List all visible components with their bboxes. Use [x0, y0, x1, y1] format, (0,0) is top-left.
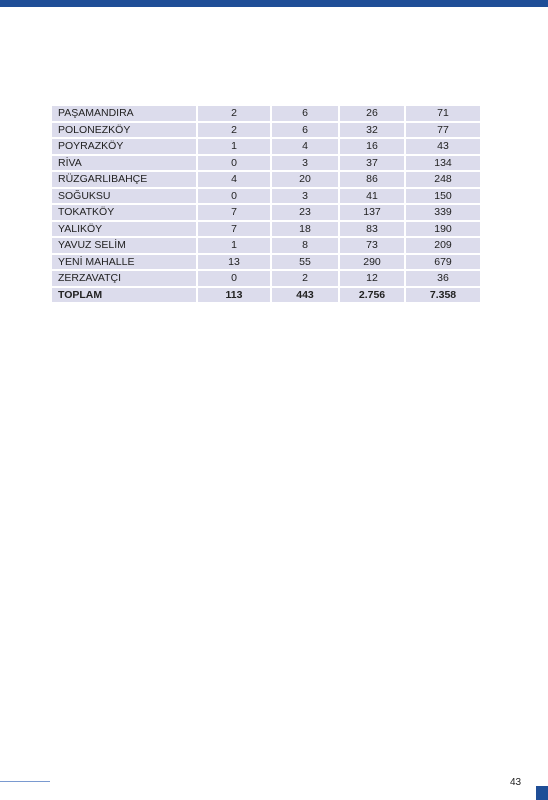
value-cell: 32	[339, 122, 405, 139]
value-cell: 2	[197, 106, 271, 122]
district-statistics-table	[52, 106, 480, 304]
value-cell: 36	[405, 270, 480, 287]
district-name-cell: YENİ MAHALLE	[52, 254, 197, 271]
value-cell: 4	[197, 171, 271, 188]
value-cell: 290	[339, 254, 405, 271]
value-cell: 86	[339, 171, 405, 188]
value-cell: 134	[405, 155, 480, 172]
top-accent-bar	[0, 0, 548, 7]
value-cell: 71	[405, 106, 480, 122]
value-cell: 4	[271, 138, 339, 155]
table-row	[52, 155, 480, 172]
value-cell: 73	[339, 237, 405, 254]
total-value-cell: 2.756	[339, 287, 405, 304]
value-cell: 6	[271, 122, 339, 139]
table-row	[52, 221, 480, 238]
district-name-cell: SOĞUKSU	[52, 188, 197, 205]
table-row	[52, 188, 480, 205]
value-cell: 20	[271, 171, 339, 188]
corner-accent-square	[536, 786, 548, 800]
table-row	[52, 237, 480, 254]
district-name-cell: RİVA	[52, 155, 197, 172]
value-cell: 83	[339, 221, 405, 238]
value-cell: 190	[405, 221, 480, 238]
value-cell: 77	[405, 122, 480, 139]
value-cell: 8	[271, 237, 339, 254]
value-cell: 7	[197, 204, 271, 221]
table-row	[52, 204, 480, 221]
value-cell: 3	[271, 188, 339, 205]
district-name-cell: ZERZAVATÇI	[52, 270, 197, 287]
table-body	[52, 106, 480, 303]
total-value-cell: 113	[197, 287, 271, 304]
value-cell: 679	[405, 254, 480, 271]
value-cell: 248	[405, 171, 480, 188]
value-cell: 23	[271, 204, 339, 221]
value-cell: 55	[271, 254, 339, 271]
value-cell: 339	[405, 204, 480, 221]
table-row	[52, 254, 480, 271]
value-cell: 2	[197, 122, 271, 139]
district-name-cell: PAŞAMANDIRA	[52, 106, 197, 122]
value-cell: 1	[197, 138, 271, 155]
value-cell: 12	[339, 270, 405, 287]
value-cell: 3	[271, 155, 339, 172]
district-name-cell: YAVUZ SELİM	[52, 237, 197, 254]
value-cell: 0	[197, 270, 271, 287]
total-label-cell: TOPLAM	[52, 287, 197, 304]
district-name-cell: POLONEZKÖY	[52, 122, 197, 139]
table-row	[52, 138, 480, 155]
value-cell: 2	[271, 270, 339, 287]
table-row	[52, 171, 480, 188]
value-cell: 0	[197, 155, 271, 172]
footer-rule	[0, 781, 50, 782]
table-row	[52, 122, 480, 139]
total-value-cell: 7.358	[405, 287, 480, 304]
value-cell: 43	[405, 138, 480, 155]
total-value-cell: 443	[271, 287, 339, 304]
value-cell: 0	[197, 188, 271, 205]
value-cell: 18	[271, 221, 339, 238]
value-cell: 41	[339, 188, 405, 205]
district-name-cell: TOKATKÖY	[52, 204, 197, 221]
district-name-cell: RÜZGARLIBAHÇE	[52, 171, 197, 188]
value-cell: 137	[339, 204, 405, 221]
value-cell: 13	[197, 254, 271, 271]
total-row	[52, 287, 480, 304]
value-cell: 7	[197, 221, 271, 238]
value-cell: 37	[339, 155, 405, 172]
page-number: 43	[510, 777, 522, 788]
value-cell: 6	[271, 106, 339, 122]
district-name-cell: YALIKÖY	[52, 221, 197, 238]
value-cell: 150	[405, 188, 480, 205]
value-cell: 16	[339, 138, 405, 155]
value-cell: 209	[405, 237, 480, 254]
district-name-cell: POYRAZKÖY	[52, 138, 197, 155]
value-cell: 26	[339, 106, 405, 122]
table-row	[52, 106, 480, 122]
value-cell: 1	[197, 237, 271, 254]
table-row	[52, 270, 480, 287]
